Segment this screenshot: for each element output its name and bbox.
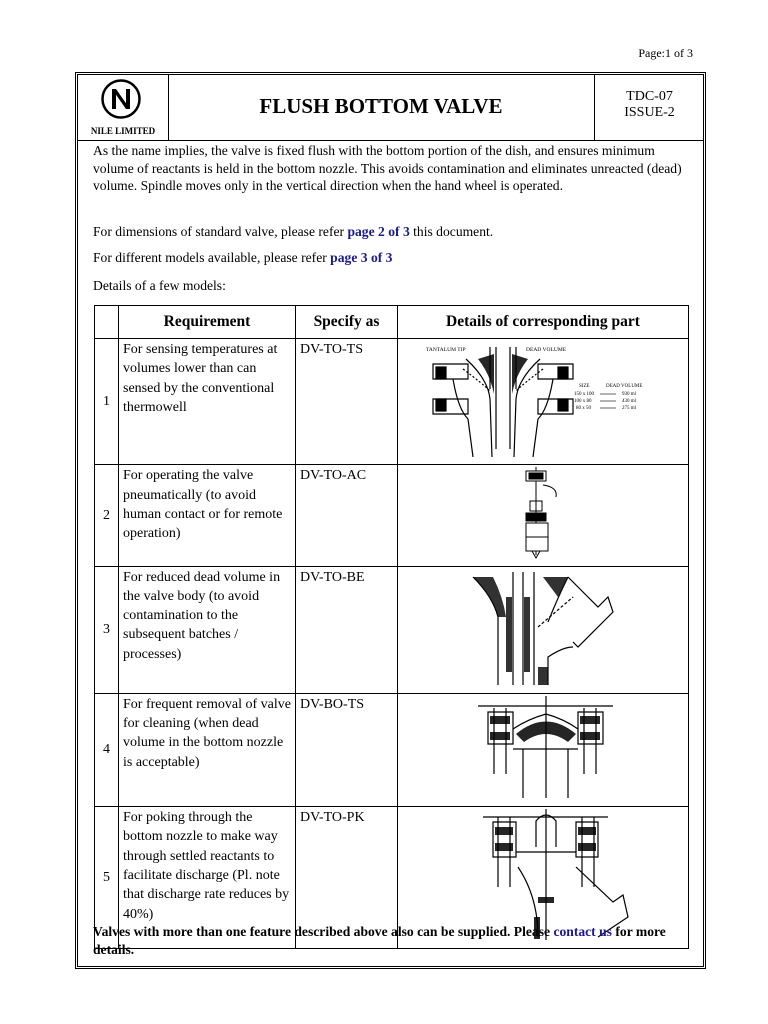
row-spec: DV-TO-BE: [296, 566, 398, 693]
drawing-label-dead-volume: DEAD VOLUME: [526, 347, 567, 353]
page-3-link[interactable]: page 3 of 3: [330, 250, 393, 265]
reduced-dead-volume-drawing: [398, 567, 687, 687]
page-title: FLUSH BOTTOM VALVE: [259, 94, 503, 118]
drawing-label-tantalum: TANTALUM TIP: [426, 347, 466, 353]
row-requirement: For operating the valve pneumatically (to avoid human contact or for remote operation): [119, 465, 296, 566]
table-header-row: [95, 306, 689, 339]
logo-box: [78, 75, 169, 140]
intro-paragraph: As the name implies, the valve is fixed flush with the bottom portion of the dish, and ensures minimum volume of reactants is held in the bottom nozzle. This avoids contamination and eliminates unreacted (dead) volume. Spindle moves only in the vertical direction when the hand wheel is operated.: [93, 143, 682, 193]
row-requirement: For sensing temperatures at volumes lower than can sensed by the conventional thermowell: [119, 339, 296, 465]
header-specify-as: Specify as: [296, 306, 398, 339]
table-row: [95, 339, 689, 465]
volume-header: DEAD VOLUME: [606, 384, 643, 389]
row-requirement: For frequent removal of valve for cleaning (when dead volume in the bottom nozzle is acceptable): [119, 693, 296, 806]
doc-code: TDC-07: [626, 89, 673, 104]
row-number: 2: [95, 465, 119, 566]
poking-valve-drawing: [398, 807, 687, 942]
header-requirement: Requirement: [119, 306, 296, 339]
dimensions-ref-text: For dimensions of standard valve, please refer: [93, 224, 348, 239]
footer-text: Valves with more than one feature described above also can be supplied. Please: [93, 924, 554, 939]
header-details: Details of corresponding part: [398, 306, 689, 339]
page-number: Page:1 of 3: [638, 46, 693, 60]
header-num: [95, 306, 119, 339]
company-name: NILE LIMITED: [90, 126, 156, 136]
row-requirement: For poking through the bottom nozzle to make way through settled reactants to facilitate discharge (Pl. note that discharge rate reduces by 40%): [119, 807, 296, 949]
row-spec: DV-TO-AC: [296, 465, 398, 566]
row-number: 3: [95, 566, 119, 693]
row-spec: DV-TO-TS: [296, 339, 398, 465]
row-requirement: For reduced dead volume in the valve body (to avoid contamination to the subsequent batches / processes): [119, 566, 296, 693]
size-1: 150 x 100: [574, 392, 594, 397]
bottom-outlet-drawing: [398, 694, 687, 800]
pneumatic-actuator-drawing: [398, 465, 687, 559]
doc-issue: ISSUE-2: [624, 105, 675, 120]
volume-1: 930 ml: [622, 392, 637, 397]
size-2: 100 x 80: [574, 399, 592, 404]
thermowell-valve-drawing: [398, 339, 687, 458]
dimensions-ref-suffix: this document.: [409, 224, 494, 239]
contact-us-link[interactable]: contact us: [553, 924, 612, 939]
row-number: 4: [95, 693, 119, 806]
details-heading: Details of a few models:: [93, 278, 226, 293]
nile-logo-icon: [101, 79, 141, 119]
volume-3: 275 ml: [622, 406, 637, 411]
row-spec: DV-BO-TS: [296, 693, 398, 806]
row-spec: DV-TO-PK: [296, 807, 398, 949]
page-2-link[interactable]: page 2 of 3: [347, 224, 410, 239]
dimensions-ref: [93, 223, 688, 241]
row-number: 1: [95, 339, 119, 465]
size-header: SIZE: [579, 384, 590, 389]
size-3: 80 x 50: [576, 406, 591, 411]
models-table: [94, 305, 689, 949]
table-row: [95, 465, 689, 566]
row-drawing: [398, 566, 689, 693]
doc-code-box: [594, 75, 704, 140]
models-ref-text: For different models available, please refer: [93, 250, 331, 265]
footer-note: [93, 923, 693, 959]
footer-suffix: for more details.: [93, 924, 666, 957]
document-frame: [75, 72, 706, 969]
table-row: [95, 566, 689, 693]
row-number: 5: [95, 807, 119, 949]
header: [78, 75, 703, 141]
row-drawing: [398, 339, 689, 465]
volume-2: 430 ml: [622, 399, 637, 404]
table-row: [95, 693, 689, 806]
row-drawing: [398, 465, 689, 566]
row-drawing: [398, 693, 689, 806]
models-ref: [93, 249, 688, 267]
